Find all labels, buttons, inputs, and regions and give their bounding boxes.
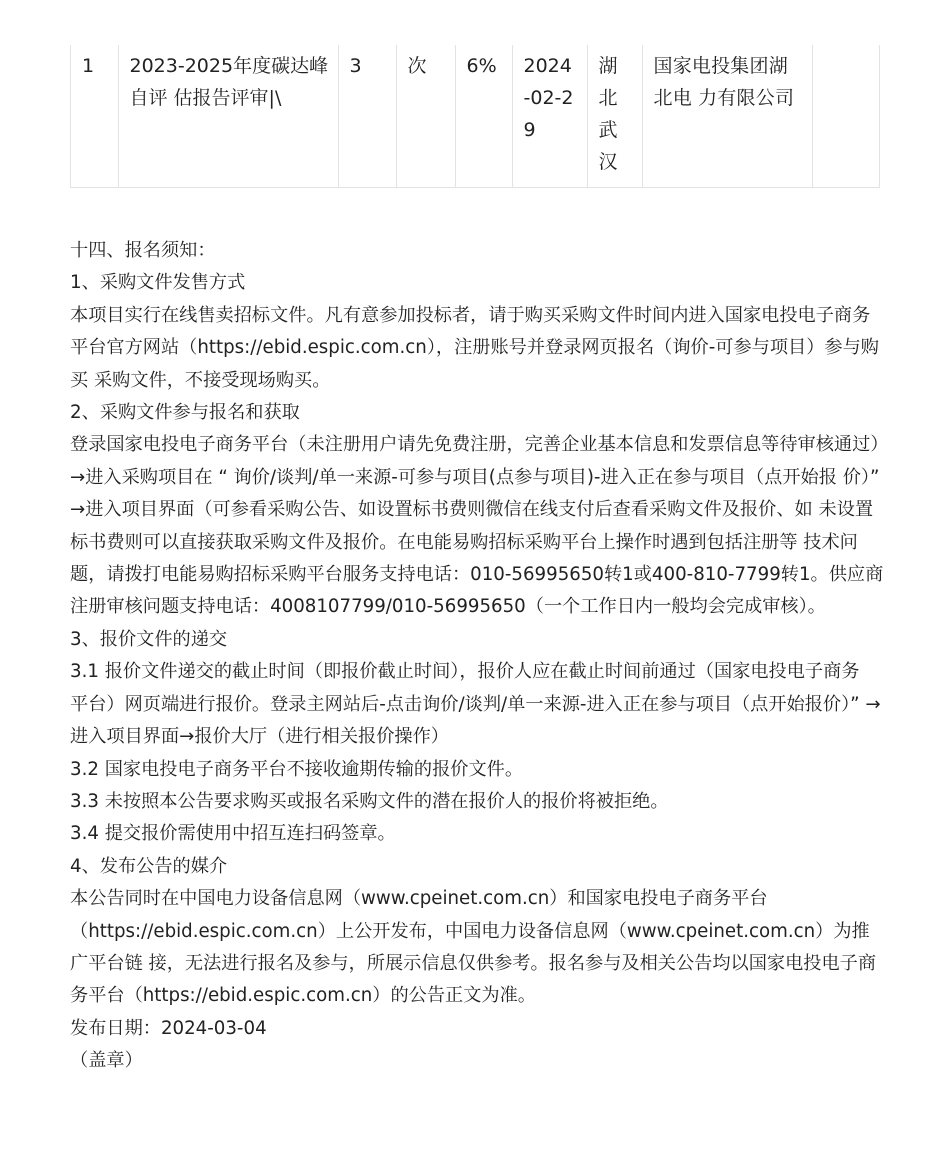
section-4-body-line-2: （https://ebid.espic.com.cn）上公开发布，中国电力设备信息网（www.cpeinet.com.cn）为推广平台链 接，无法进行报名及参与，所展示信息仅供参考。报名参与及相关公告均以国家电投电子商务平台（https://ebid.espic.com.cn）的公告正文为准。: [70, 920, 877, 1007]
cell-purchaser: 国家电投集团湖北电 力有限公司: [642, 45, 812, 187]
section-4-body-line-1: 本公告同时在中国电力设备信息网（www.cpeinet.com.cn）和国家电投电子商务平台: [70, 888, 768, 910]
section-3-1-line-2: 平台）网页端进行报价。登录主网站后-点击询价/谈判/单一来源-进入正在参与项目（点开始报价）” →进入项目界面→报价大厅（进行相关报价操作）: [70, 693, 881, 748]
section-3-2: 3.2 国家电投电子商务平台不接收逾期传输的报价文件。: [70, 758, 524, 780]
cell-date: 2024-02-29: [512, 45, 587, 187]
section-3-3: 3.3 未按照本公告要求购买或报名采购文件的潜在报价人的报价将被拒绝。: [70, 790, 669, 812]
table-row: [71, 45, 881, 187]
seal-note: （盖章）: [70, 1050, 143, 1072]
cell-extra: [812, 45, 881, 187]
section-1-body: 本项目实行在线售卖招标文件。凡有意参加投标者，请于购买采购文件时间内进入国家电投电子商务 平台官方网站（https://ebid.espic.com.cn），注册账号并登录网页报名（询价-可参与项目）参与购买 采购文件，不接受现场购买。: [70, 304, 879, 391]
section-1-title: 1、采购文件发售方式: [70, 272, 246, 294]
section-3-4: 3.4 提交报价需使用中招互连扫码签章。: [70, 823, 396, 845]
cell-rate: 6%: [455, 45, 512, 187]
item-table-grid: [71, 45, 881, 187]
section-2-title: 2、采购文件参与报名和获取: [70, 402, 300, 424]
release-date: 发布日期：2024-03-04: [70, 1017, 267, 1039]
cell-index: 1: [71, 45, 118, 187]
section-3-title: 3、报价文件的递交: [70, 628, 228, 650]
notice-body: [70, 235, 885, 1078]
section-heading: 十四、报名须知：: [70, 240, 216, 261]
cell-quantity: 3: [338, 45, 396, 187]
cell-project-name: 2023-2025年度碳达峰自评 估报告评审|\: [118, 45, 338, 187]
procurement-item-table: [70, 45, 880, 188]
cell-unit: 次: [396, 45, 455, 187]
cell-location: 湖北武汉: [587, 45, 642, 187]
section-3-1-line-1: 3.1 报价文件递交的截止时间（即报价截止时间），报价人应在截止时间前通过（国家电投电子商务: [70, 661, 860, 683]
section-2-body: 登录国家电投电子商务平台（未注册用户请先免费注册，完善企业基本信息和发票信息等待审核通过）→进入采购项目在 “ 询价/谈判/单一来源-可参与项目(点参与项目)-进入正在参与项目（点开始报 价）” →进入项目界面（可参看采购公告、如设置标书费则微信在线支付后查看采购文件及报价、如 未设置标书费则可以直接获取采购文件及报价。在电能易购招标采购平台上操作时遇到包括注册等 技术问题，请拨打电能易购招标采购平台服务支持电话：010-56995650转1或400-810-7799转1。供应商 注册审核问题支持电话：4008107799/010-56995650（一个工作日内一般均会完成审核）。: [70, 434, 884, 618]
section-4-title: 4、发布公告的媒介: [70, 855, 228, 877]
